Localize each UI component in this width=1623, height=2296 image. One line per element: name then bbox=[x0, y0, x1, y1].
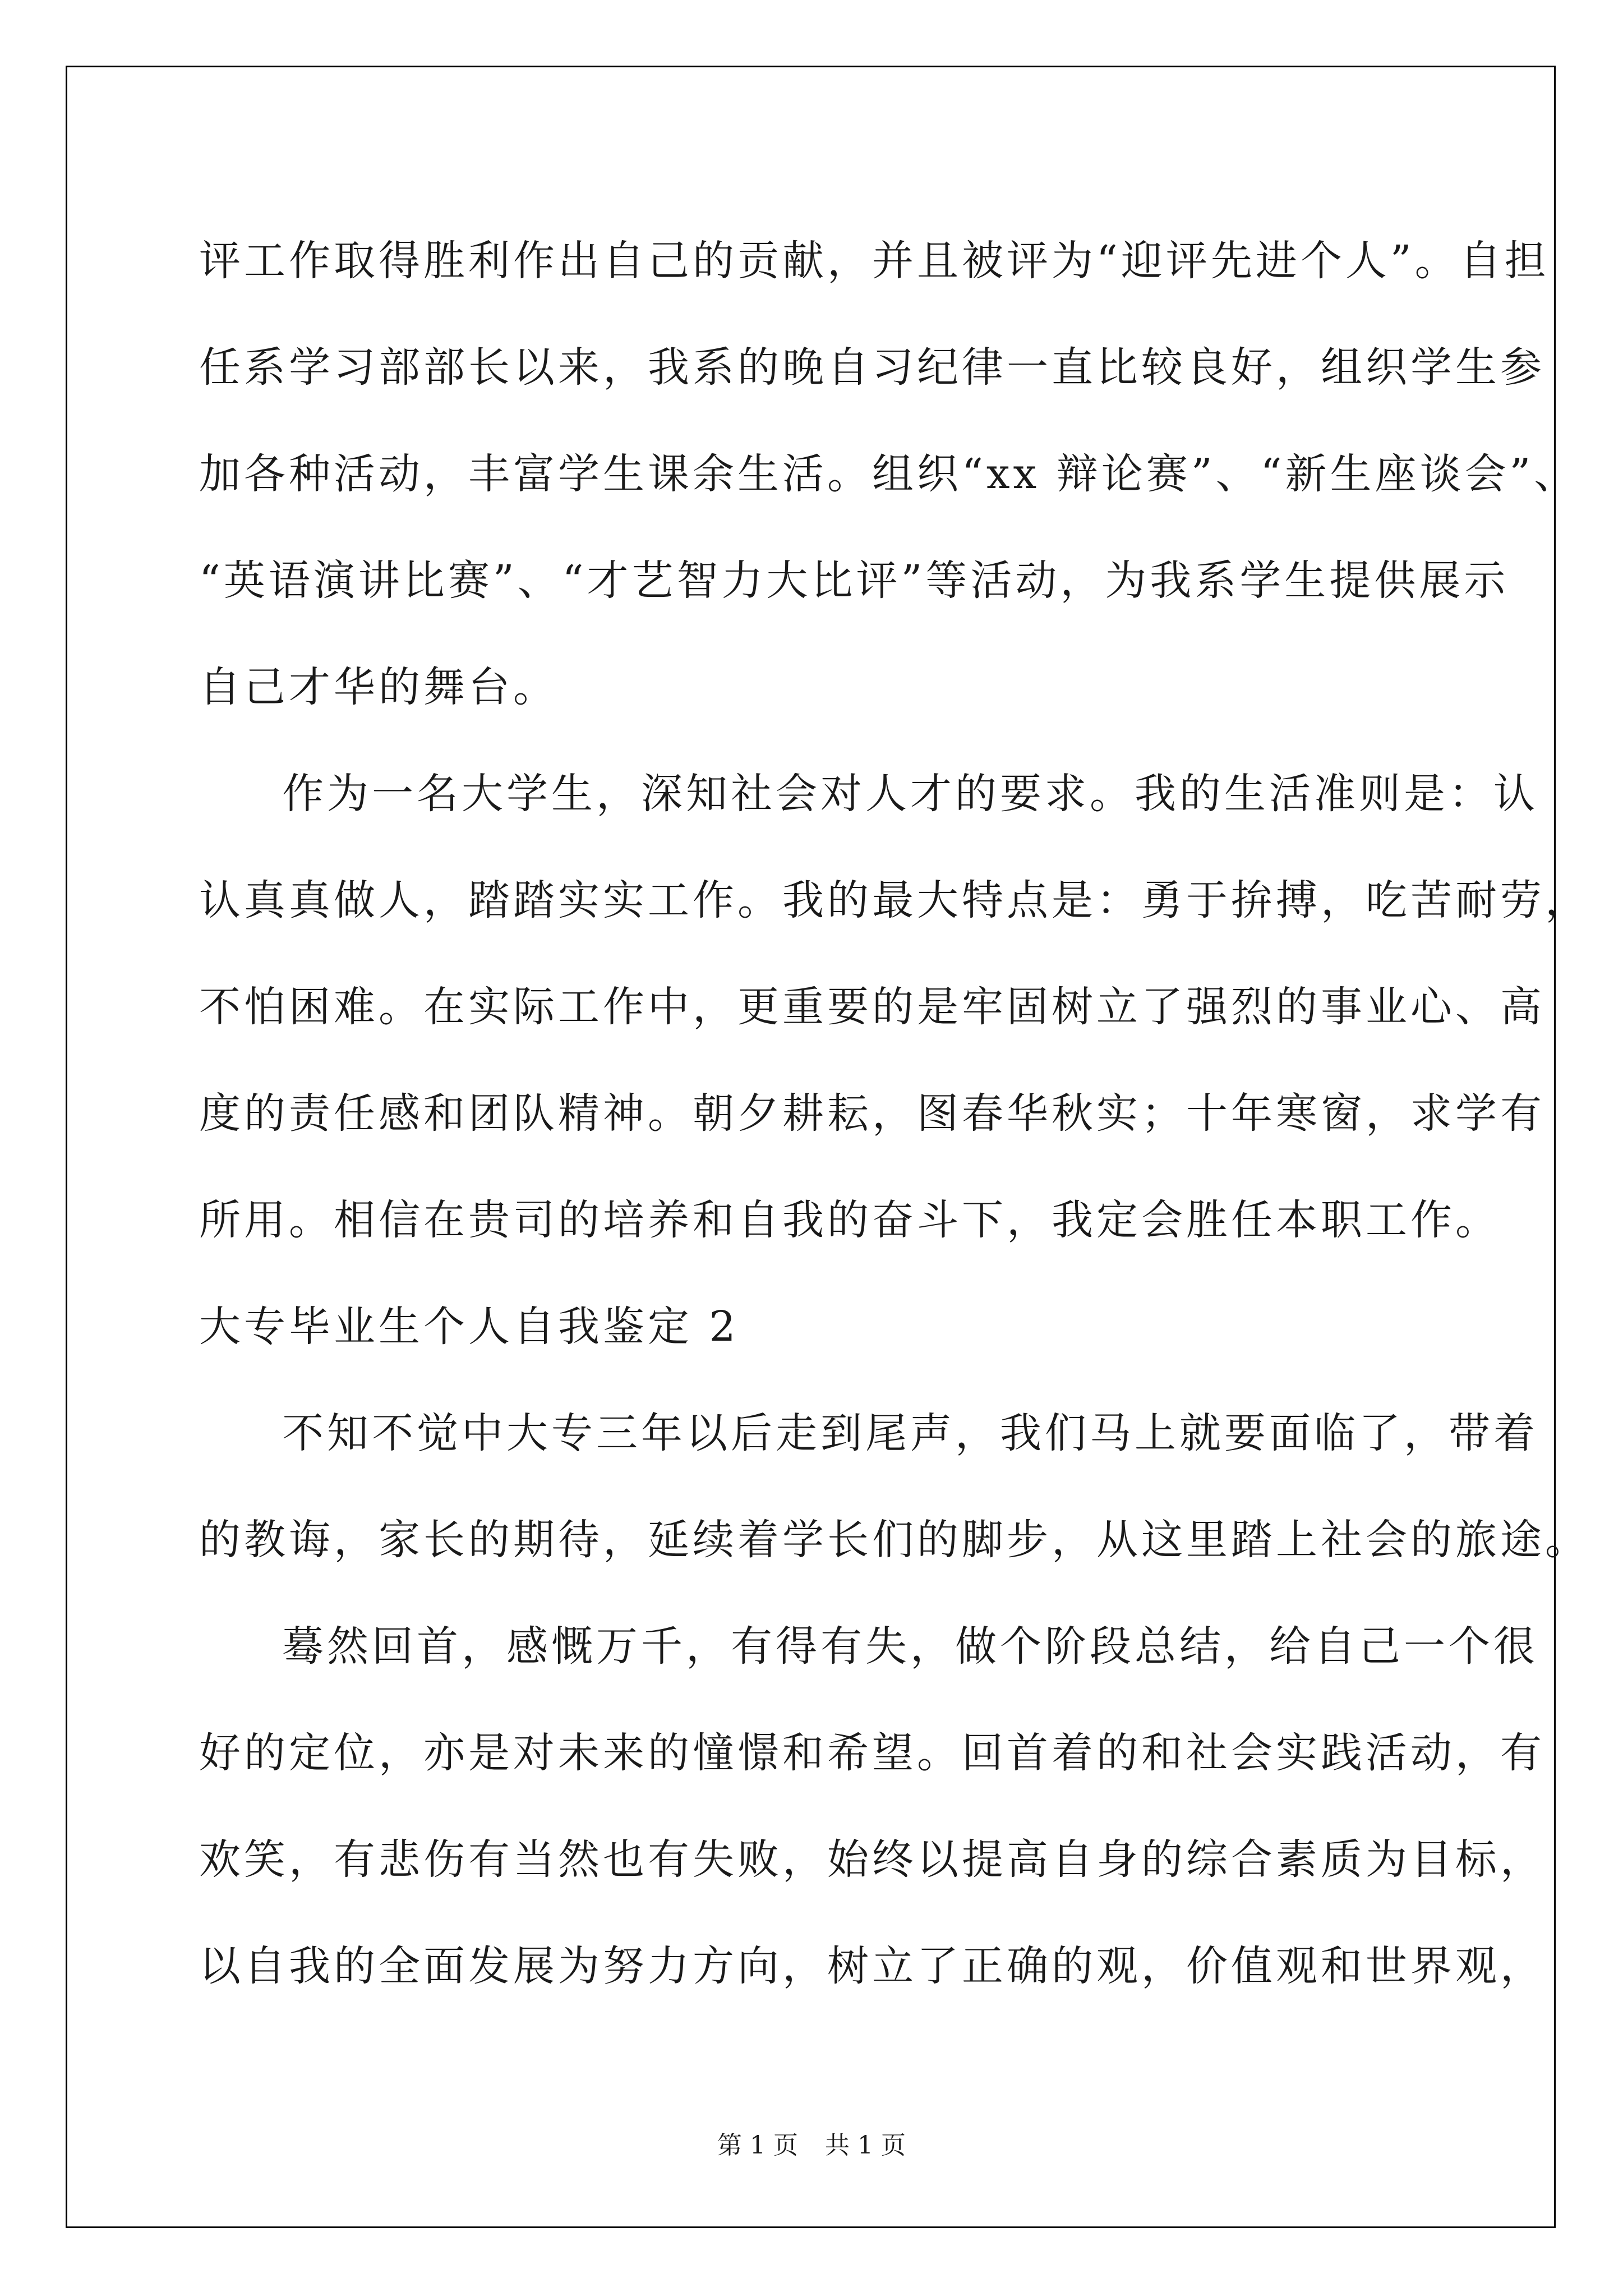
text-line: 所用。相信在贵司的培养和自我的奋斗下，我定会胜任本职工作。 bbox=[199, 1196, 1500, 1244]
page-footer bbox=[0, 2129, 1623, 2162]
text-line: 度的责任感和团队精神。朝夕耕耘，图春华秋实；十年寒窗，求学有 bbox=[199, 1089, 1545, 1138]
text-line: 加各种活动，丰富学生课余生活。组织“xx 辩论赛”、“新生座谈会”、 bbox=[199, 450, 1579, 498]
page-number: 第 1 页 bbox=[717, 2131, 798, 2160]
text-line: 评工作取得胜利作出自己的贡献，并且被评为“迎评先进个人”。自担 bbox=[199, 237, 1550, 285]
text-line: 以自我的全面发展为努力方向，树立了正确的观，价值观和世界观， bbox=[199, 1942, 1545, 1990]
section-heading: 大专毕业生个人自我鉴定 2 bbox=[199, 1303, 739, 1351]
text-line: 欢笑，有悲伤有当然也有失败，始终以提高自身的综合素质为目标， bbox=[199, 1835, 1545, 1884]
text-line: 不怕困难。在实际工作中，更重要的是牢固树立了强烈的事业心、高 bbox=[199, 983, 1545, 1031]
page-total: 共 1 页 bbox=[825, 2131, 906, 2160]
text-line: 自己才华的舞台。 bbox=[199, 663, 558, 711]
paragraph-first-line: 不知不觉中大专三年以后走到尾声，我们马上就要面临了，带着 bbox=[282, 1409, 1538, 1457]
paragraph-first-line: 作为一名大学生，深知社会对人才的要求。我的生活准则是：认 bbox=[282, 770, 1538, 818]
text-line: 任系学习部部长以来，我系的晚自习纪律一直比较良好，组织学生参 bbox=[199, 343, 1545, 392]
text-line: “英语演讲比赛”、“才艺智力大比评”等活动，为我系学生提供展示 bbox=[199, 556, 1509, 605]
document-body bbox=[199, 208, 1590, 2019]
text-line: 好的定位，亦是对未来的憧憬和希望。回首着的和社会实践活动，有 bbox=[199, 1729, 1545, 1777]
text-line: 认真真做人，踏踏实实工作。我的最大特点是：勇于拚搏，吃苦耐劳， bbox=[199, 876, 1590, 924]
paragraph-first-line: 蓦然回首，感慨万千，有得有失，做个阶段总结，给自己一个很 bbox=[282, 1622, 1538, 1671]
text-line: 的教诲，家长的期待，延续着学长们的脚步，从这里踏上社会的旅途。 bbox=[199, 1516, 1590, 1564]
